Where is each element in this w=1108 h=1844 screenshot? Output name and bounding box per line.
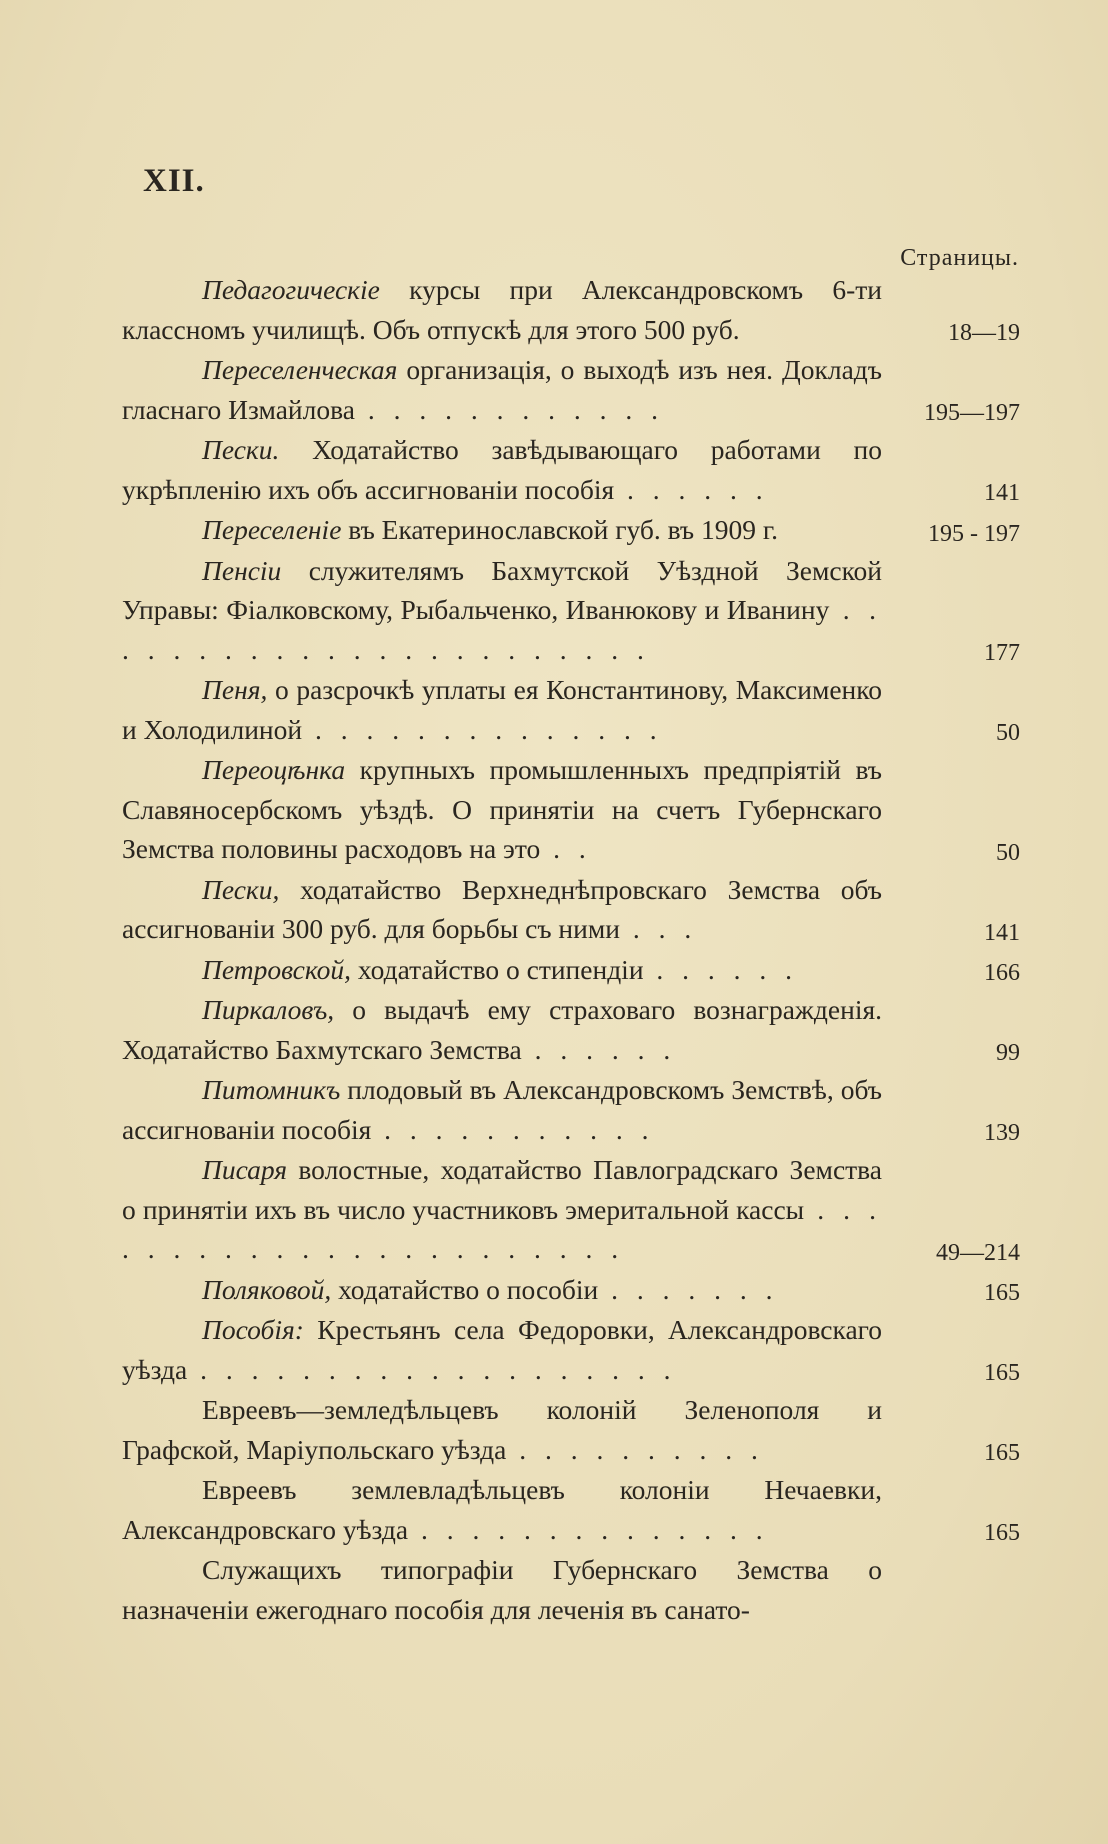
entry-page-ref: 165 [984,1520,1020,1546]
leader-dots: . . . . . . . . . . [506,1433,764,1465]
entry-page-ref: 50 [996,839,1020,866]
index-entry [122,1310,1020,1389]
index-entry [122,430,1020,509]
index-entry [122,950,1020,990]
entry-text [122,1390,882,1469]
entry-page-ref: 141 [984,919,1020,946]
index-entry [122,1070,1020,1149]
entry-keyword: Переселеніе [202,514,342,545]
entry-text [122,750,882,869]
index-entry [122,670,1020,749]
entry-text [122,1270,882,1310]
entry-keyword: Писаря [202,1154,288,1185]
index-entry [122,510,1020,550]
page-number: XII. [143,163,205,199]
entry-page-ref: 139 [984,1120,1020,1146]
entry-page-ref: 50 [996,720,1020,746]
index-entry [122,990,1020,1069]
entry-description: Ходатайство завѣдывающаго работами по укрѣпленію ихъ объ ассигнованіи пособія [122,434,882,505]
leader-dots: . . . . . . . . . . . . . . [302,713,663,745]
leader-dots: . . . [619,913,698,944]
entry-description: служителямъ Бахмутской Уѣздной Земской Управы: Фіалковскому, Рыбальченко, Иванюкову и Иванину [122,554,882,625]
entry-text [122,1470,882,1549]
entry-page-ref: 177 [984,640,1020,666]
leader-dots: . . . . . . . . . . . . . . . . . . . [187,1353,677,1385]
entry-keyword: Пеня, [202,674,268,705]
entry-page-ref: 141 [984,480,1020,506]
entry-keyword: Петровской, [202,953,352,985]
entry-description: волостные, ходатайство Павлоградскаго Земства о принятіи ихъ въ число участниковъ эмеритальной кассы [122,1154,882,1225]
entry-page-ref: 99 [996,1040,1020,1066]
entry-text [122,990,882,1069]
entry-page-ref: 195 - 197 [928,520,1020,547]
entry-description: ходатайство о стипендіи [351,953,644,985]
index-entry [122,1270,1020,1310]
entry-keyword: Пенсіи [202,554,282,586]
entry-page-ref: 165 [984,1280,1020,1306]
entry-text [122,551,882,670]
index-entries [122,270,1020,1630]
entry-keyword: Пески. [202,434,280,465]
entry-page-ref: 195—197 [924,400,1020,426]
leader-dots: . . . . . . . . . . . . . . . . . . . . . . . [122,1193,882,1264]
index-entry [122,1470,1020,1549]
entry-description: организація, о выходѣ изъ нея. Докладъ гласнаго Измайлова [122,354,882,425]
entry-text [122,1310,882,1389]
entry-keyword: Поляковой, [202,1273,332,1305]
entry-description: крупныхъ промышленныхъ предпріятій въ Славяносербскомъ уѣздѣ. О принятіи на счетъ Губернскаго Земства половины расходовъ на это [122,754,882,864]
entry-text [122,510,882,550]
entry-text [122,670,882,749]
leader-dots: . . . . . . [521,1033,677,1065]
entry-text [122,1150,882,1269]
entry-description: ходатайство о пособіи [331,1273,599,1305]
entry-description: Крестьянъ села Федоровки, Александровскаго уѣзда [122,1314,882,1385]
entry-text [122,350,882,429]
leader-dots: . . . . . . . . . . . . . . [408,1513,769,1545]
entry-description: Служащихъ типографіи Губернскаго Земства о назначеніи ежегоднаго пособія для леченія въ санато- [122,1554,882,1625]
entry-description: въ Екатеринославской губ. въ 1909 г. [341,514,778,545]
leader-dots: . . . . . . . . . . . [371,1113,655,1145]
index-entry [122,1150,1020,1269]
entry-keyword: Пески, [202,873,280,905]
entry-page-ref: 165 [984,1360,1020,1386]
index-entry [122,551,1020,670]
entry-description: о разсрочкѣ уплаты ея Константинову, Максименко и Холодилиной [122,674,882,745]
entry-page-ref: 49—214 [936,1239,1020,1266]
leader-dots: . . [540,833,592,864]
entry-keyword: Пиркаловъ, [202,994,335,1025]
entry-text [122,270,882,349]
entry-description: Евреевъ—земледѣльцевъ колоній Зеленополя и Графской, Маріупольскаго уѣзда [122,1394,882,1465]
entry-page-ref: 18—19 [948,320,1020,346]
entry-keyword: Пособія: [202,1314,304,1345]
entry-text [122,1070,882,1149]
leader-dots: . . . . . . . . . . . . . . . . . . . . . . . [122,594,883,665]
entry-description: курсы при Александровскомъ 6-ти классномъ училищѣ. Объ отпускѣ для этого 500 руб. [122,274,882,345]
entry-description: о выдачѣ ему страховаго вознагражденія. Ходатайство Бахмутскаго Земства [122,994,882,1065]
entry-keyword: Переселенческая [202,354,398,385]
entry-text [122,950,882,990]
index-entry [122,750,1020,869]
entry-keyword: Переоцѣнка [202,754,346,785]
entry-description: Евреевъ землевладѣльцевъ колоніи Нечаевки, Александровскаго уѣзда [122,1474,882,1545]
entry-description: плодовый въ Александровскомъ Земствѣ, объ ассигнованіи пособія [122,1074,882,1145]
entry-text [122,430,882,509]
entry-text [122,1550,882,1629]
entry-page-ref: 166 [984,960,1020,986]
entry-description: ходатайство Верхнеднѣпровскаго Земства объ ассигнованіи 300 руб. для борьбы съ ними [122,873,882,944]
index-entry [122,270,1020,349]
entry-keyword: Педагогическіе [202,274,380,305]
leader-dots: . . . . . . . [598,1273,779,1305]
index-entry [122,1390,1020,1469]
column-header-pages: Страницы. [900,245,1019,271]
entry-page-ref: 165 [984,1440,1020,1466]
index-entry [122,870,1020,949]
entry-text [122,870,882,949]
entry-keyword: Питомникъ [202,1074,341,1105]
leader-dots: . . . . . . [614,473,769,505]
leader-dots: . . . . . . [643,953,799,985]
index-entry [122,1550,1020,1629]
index-entry [122,350,1020,429]
leader-dots: . . . . . . . . . . . . [354,393,664,425]
